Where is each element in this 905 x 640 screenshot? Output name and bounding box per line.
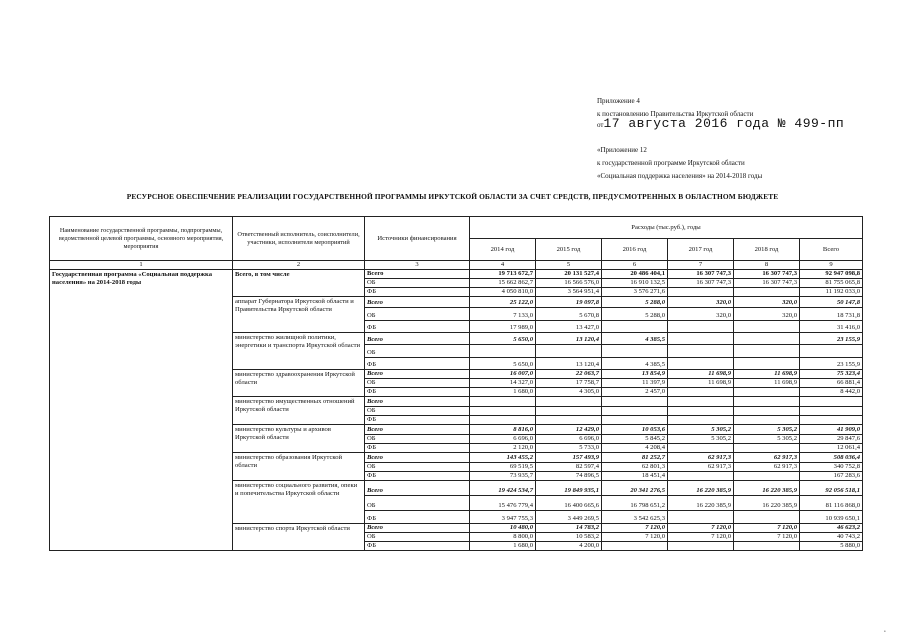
amount-cell: 11 698,9 xyxy=(734,379,800,388)
amount-cell: 19 849 935,1 xyxy=(536,481,602,496)
amount-cell xyxy=(734,358,800,370)
amount-cell: 157 493,9 xyxy=(536,453,602,463)
source-cell: ФБ xyxy=(365,388,470,397)
amount-cell: 69 519,5 xyxy=(470,463,536,472)
amount-cell xyxy=(668,388,734,397)
amount-cell: 5 305,2 xyxy=(734,435,800,444)
amount-cell xyxy=(668,397,734,407)
program-name: «Социальная поддержка населения» на 2014-2018 годы xyxy=(597,172,763,180)
amount-cell: 6 696,0 xyxy=(470,435,536,444)
amount-cell: 11 192 033,0 xyxy=(800,288,863,297)
amount-cell: 16 400 665,6 xyxy=(536,496,602,511)
source-cell: ОБ xyxy=(365,533,470,542)
column-number: 8 xyxy=(734,261,800,270)
amount-cell: 62 917,3 xyxy=(734,453,800,463)
source-cell: ФБ xyxy=(365,288,470,297)
amount-cell: 1 680,0 xyxy=(470,388,536,397)
amount-cell xyxy=(800,416,863,425)
amount-cell: 22 063,7 xyxy=(536,370,602,379)
amount-cell xyxy=(734,321,800,333)
amount-cell: 508 036,4 xyxy=(800,453,863,463)
amount-cell: 11 397,9 xyxy=(602,379,668,388)
amount-cell: 4 200,0 xyxy=(536,542,602,551)
amount-cell xyxy=(668,358,734,370)
date-stamp xyxy=(597,116,844,131)
source-cell: ОБ xyxy=(365,496,470,511)
source-cell: ФБ xyxy=(365,358,470,370)
amount-cell xyxy=(734,444,800,453)
date-number: 17 августа 2016 года № 499-пп xyxy=(603,116,845,131)
amount-cell: 3 449 269,5 xyxy=(536,511,602,524)
year-header: 2017 год xyxy=(668,239,734,261)
amount-cell: 7 120,0 xyxy=(602,524,668,533)
amount-cell: 4 385,5 xyxy=(602,333,668,345)
year-header: 2016 год xyxy=(602,239,668,261)
amount-cell: 23 155,9 xyxy=(800,358,863,370)
amount-cell: 29 847,6 xyxy=(800,435,863,444)
amount-cell: 14 327,0 xyxy=(470,379,536,388)
amount-cell: 5 650,0 xyxy=(470,358,536,370)
amount-cell: 17 989,0 xyxy=(470,321,536,333)
source-cell: ФБ xyxy=(365,542,470,551)
expenses-header: Расходы (тыс.руб.), годы xyxy=(470,217,863,239)
amount-cell: 82 597,4 xyxy=(536,463,602,472)
amount-cell xyxy=(668,416,734,425)
amount-cell: 18 451,4 xyxy=(602,472,668,481)
amount-cell: 5 670,8 xyxy=(536,308,602,321)
source-cell: ОБ xyxy=(365,308,470,321)
source-cell: ОБ xyxy=(365,435,470,444)
amount-cell xyxy=(470,345,536,358)
amount-cell: 8 800,0 xyxy=(470,533,536,542)
amount-cell: 12 429,0 xyxy=(536,425,602,435)
amount-cell: 18 731,8 xyxy=(800,308,863,321)
column-number: 7 xyxy=(668,261,734,270)
amount-cell xyxy=(470,397,536,407)
amount-cell: 16 307 747,3 xyxy=(668,270,734,279)
executor-cell: министерство образования Иркутской области xyxy=(233,453,365,481)
amount-cell: 81 252,7 xyxy=(602,453,668,463)
amount-cell: 1 680,0 xyxy=(470,542,536,551)
col2-header: Ответственный исполнитель, соисполнители, участники, исполнители мероприятий xyxy=(233,217,365,261)
amount-cell xyxy=(602,407,668,416)
amount-cell xyxy=(470,407,536,416)
column-number: 9 xyxy=(800,261,863,270)
column-number: 5 xyxy=(536,261,602,270)
appendix-label: Приложение 4 xyxy=(597,97,640,105)
table-row xyxy=(50,270,863,279)
executor-cell: министерство культуры и архивов Иркутской области xyxy=(233,425,365,453)
amount-cell: 16 307 747,3 xyxy=(734,270,800,279)
source-cell: ФБ xyxy=(365,444,470,453)
amount-cell: 13 854,9 xyxy=(602,370,668,379)
amount-cell: 10 583,2 xyxy=(536,533,602,542)
amount-cell: 16 220 385,9 xyxy=(734,496,800,511)
amount-cell: 62 917,3 xyxy=(734,463,800,472)
amount-cell xyxy=(668,511,734,524)
amount-cell: 6 696,0 xyxy=(536,435,602,444)
amount-cell xyxy=(602,542,668,551)
amount-cell: 81 116 868,0 xyxy=(800,496,863,511)
amount-cell xyxy=(734,542,800,551)
amount-cell: 62 917,3 xyxy=(668,463,734,472)
amount-cell: 13 427,0 xyxy=(536,321,602,333)
amount-cell: 73 935,7 xyxy=(470,472,536,481)
page-mark: • xyxy=(884,630,886,635)
amount-cell xyxy=(668,288,734,297)
amount-cell: 320,0 xyxy=(734,297,800,308)
amount-cell: 16 798 651,2 xyxy=(602,496,668,511)
amount-cell: 320,0 xyxy=(668,297,734,308)
decree-line: к постановлению Правительства Иркутской области xyxy=(597,110,754,118)
amount-cell: 320,0 xyxy=(734,308,800,321)
source-cell: Всего xyxy=(365,270,470,279)
amount-cell: 74 896,5 xyxy=(536,472,602,481)
amount-cell: 4 305,0 xyxy=(536,388,602,397)
column-number: 6 xyxy=(602,261,668,270)
source-cell: ФБ xyxy=(365,416,470,425)
amount-cell xyxy=(536,416,602,425)
source-cell: Всего xyxy=(365,333,470,345)
amount-cell xyxy=(536,345,602,358)
year-header: Всего xyxy=(800,239,863,261)
amount-cell xyxy=(668,345,734,358)
amount-cell: 5 305,2 xyxy=(668,435,734,444)
date-prefix: от xyxy=(597,121,604,129)
amount-cell: 16 007,0 xyxy=(470,370,536,379)
source-cell: Всего xyxy=(365,425,470,435)
amount-cell: 13 120,4 xyxy=(536,333,602,345)
executor-cell: аппарат Губернатора Иркутской области и Правительства Иркутской области xyxy=(233,297,365,333)
amount-cell xyxy=(800,345,863,358)
amount-cell: 340 752,8 xyxy=(800,463,863,472)
amount-cell: 50 147,8 xyxy=(800,297,863,308)
amount-cell: 143 455,2 xyxy=(470,453,536,463)
amount-cell xyxy=(668,542,734,551)
amount-cell: 40 743,2 xyxy=(800,533,863,542)
amount-cell: 20 486 404,1 xyxy=(602,270,668,279)
amount-cell: 7 120,0 xyxy=(734,533,800,542)
amount-cell: 19 097,8 xyxy=(536,297,602,308)
year-header: 2015 год xyxy=(536,239,602,261)
amount-cell xyxy=(536,397,602,407)
source-cell: ФБ xyxy=(365,321,470,333)
amount-cell xyxy=(536,407,602,416)
amount-cell: 19 713 672,7 xyxy=(470,270,536,279)
amount-cell: 5 288,0 xyxy=(602,297,668,308)
amount-cell: 92 056 518,1 xyxy=(800,481,863,496)
col3-header: Источники финансирования xyxy=(365,217,470,261)
amount-cell: 16 220 385,9 xyxy=(668,496,734,511)
amount-cell: 16 220 385,9 xyxy=(668,481,734,496)
amount-cell: 41 909,0 xyxy=(800,425,863,435)
amount-cell: 12 061,4 xyxy=(800,444,863,453)
amount-cell: 11 698,9 xyxy=(668,370,734,379)
column-number-row xyxy=(50,261,863,270)
amount-cell: 3 564 951,4 xyxy=(536,288,602,297)
amount-cell xyxy=(734,407,800,416)
amount-cell xyxy=(602,397,668,407)
amount-cell: 8 816,0 xyxy=(470,425,536,435)
col1-header: Наименование государственной программы, подпрограммы, ведомственной целевой программы, основного мероприятия, мероприятия xyxy=(50,217,233,261)
source-cell: Всего xyxy=(365,370,470,379)
program-name-cell: Государственная программа «Социальная поддержка населения» на 2014-2018 годы xyxy=(50,270,233,551)
amount-cell xyxy=(800,407,863,416)
amount-cell: 46 623,2 xyxy=(800,524,863,533)
amount-cell: 5 880,0 xyxy=(800,542,863,551)
column-number: 1 xyxy=(50,261,233,270)
amount-cell: 16 910 132,5 xyxy=(602,279,668,288)
amount-cell: 167 283,6 xyxy=(800,472,863,481)
resource-table xyxy=(49,216,863,551)
source-cell: Всего xyxy=(365,481,470,496)
amount-cell: 7 120,0 xyxy=(734,524,800,533)
amount-cell: 10 053,6 xyxy=(602,425,668,435)
source-cell: ОБ xyxy=(365,463,470,472)
amount-cell: 4 208,4 xyxy=(602,444,668,453)
amount-cell: 5 650,0 xyxy=(470,333,536,345)
amount-cell: 14 783,2 xyxy=(536,524,602,533)
amount-cell: 8 442,0 xyxy=(800,388,863,397)
amount-cell xyxy=(734,288,800,297)
source-cell: ОБ xyxy=(365,279,470,288)
executor-cell: министерство здравоохранения Иркутской области xyxy=(233,370,365,397)
amount-cell xyxy=(602,416,668,425)
amount-cell: 75 323,4 xyxy=(800,370,863,379)
amount-cell: 5 305,2 xyxy=(668,425,734,435)
amount-cell xyxy=(470,416,536,425)
source-cell: ФБ xyxy=(365,511,470,524)
source-cell: ОБ xyxy=(365,345,470,358)
amount-cell: 2 457,0 xyxy=(602,388,668,397)
year-header: 2018 год xyxy=(734,239,800,261)
source-cell: ОБ xyxy=(365,407,470,416)
amount-cell: 320,0 xyxy=(668,308,734,321)
amount-cell xyxy=(668,321,734,333)
column-number: 3 xyxy=(365,261,470,270)
amount-cell: 2 120,0 xyxy=(470,444,536,453)
amount-cell xyxy=(734,416,800,425)
year-header: 2014 год xyxy=(470,239,536,261)
source-cell: Всего xyxy=(365,297,470,308)
source-cell: Всего xyxy=(365,397,470,407)
amount-cell xyxy=(734,397,800,407)
amount-cell: 62 917,3 xyxy=(668,453,734,463)
amount-cell xyxy=(668,472,734,481)
source-cell: ОБ xyxy=(365,379,470,388)
amount-cell: 4 385,5 xyxy=(602,358,668,370)
amount-cell: 19 424 534,7 xyxy=(470,481,536,496)
amount-cell: 31 416,0 xyxy=(800,321,863,333)
executor-cell: министерство социального развития, опеки и попечительства Иркутской области xyxy=(233,481,365,524)
executor-cell: министерство имущественных отношений Иркутской области xyxy=(233,397,365,425)
amount-cell: 92 947 098,8 xyxy=(800,270,863,279)
amount-cell: 62 801,3 xyxy=(602,463,668,472)
amount-cell: 7 120,0 xyxy=(668,533,734,542)
amount-cell: 5 733,0 xyxy=(536,444,602,453)
amount-cell: 66 881,4 xyxy=(800,379,863,388)
amount-cell xyxy=(734,345,800,358)
amount-cell: 7 120,0 xyxy=(602,533,668,542)
amount-cell: 11 698,9 xyxy=(734,370,800,379)
amount-cell: 16 220 385,9 xyxy=(734,481,800,496)
amount-cell: 23 155,9 xyxy=(800,333,863,345)
amount-cell: 11 698,9 xyxy=(668,379,734,388)
amount-cell: 13 120,4 xyxy=(536,358,602,370)
amount-cell: 10 939 650,1 xyxy=(800,511,863,524)
source-cell: ФБ xyxy=(365,472,470,481)
amount-cell xyxy=(602,321,668,333)
column-number: 2 xyxy=(233,261,365,270)
amount-cell: 20 341 276,5 xyxy=(602,481,668,496)
document-title: РЕСУРСНОЕ ОБЕСПЕЧЕНИЕ РЕАЛИЗАЦИИ ГОСУДАРСТВЕННОЙ ПРОГРАММЫ ИРКУТСКОЙ ОБЛАСТИ ЗА СЧЕТ СРЕДСТВ, ПРЕДУСМОТРЕННЫХ В ОБЛАСТНОМ БЮДЖЕТЕ xyxy=(126,192,779,201)
amount-cell: 4 050 810,0 xyxy=(470,288,536,297)
amount-cell: 81 755 065,8 xyxy=(800,279,863,288)
appendix12-label: «Приложение 12 xyxy=(597,146,647,154)
executor-cell: Всего, в том числе xyxy=(233,270,365,297)
amount-cell: 3 576 271,6 xyxy=(602,288,668,297)
amount-cell xyxy=(734,388,800,397)
amount-cell: 25 122,0 xyxy=(470,297,536,308)
amount-cell: 10 480,0 xyxy=(470,524,536,533)
amount-cell: 16 307 747,3 xyxy=(734,279,800,288)
amount-cell xyxy=(668,444,734,453)
amount-cell: 7 133,0 xyxy=(470,308,536,321)
amount-cell: 17 758,7 xyxy=(536,379,602,388)
amount-cell: 5 288,0 xyxy=(602,308,668,321)
amount-cell xyxy=(668,333,734,345)
amount-cell: 16 307 747,3 xyxy=(668,279,734,288)
source-cell: Всего xyxy=(365,524,470,533)
program-ref: к государственной программе Иркутской области xyxy=(597,159,745,167)
amount-cell xyxy=(734,333,800,345)
amount-cell: 15 476 779,4 xyxy=(470,496,536,511)
executor-cell: министерство жилищной политики, энергетики и транспорта Иркутской области xyxy=(233,333,365,370)
amount-cell xyxy=(800,397,863,407)
amount-cell: 3 542 625,3 xyxy=(602,511,668,524)
amount-cell xyxy=(602,345,668,358)
amount-cell: 15 662 862,7 xyxy=(470,279,536,288)
amount-cell xyxy=(668,407,734,416)
amount-cell xyxy=(734,472,800,481)
amount-cell: 20 131 527,4 xyxy=(536,270,602,279)
amount-cell: 5 305,2 xyxy=(734,425,800,435)
source-cell: Всего xyxy=(365,453,470,463)
amount-cell xyxy=(734,511,800,524)
amount-cell: 7 120,0 xyxy=(668,524,734,533)
amount-cell: 5 845,2 xyxy=(602,435,668,444)
executor-cell: министерство спорта Иркутской области xyxy=(233,524,365,551)
column-number: 4 xyxy=(470,261,536,270)
amount-cell: 3 947 755,3 xyxy=(470,511,536,524)
amount-cell: 16 566 576,0 xyxy=(536,279,602,288)
